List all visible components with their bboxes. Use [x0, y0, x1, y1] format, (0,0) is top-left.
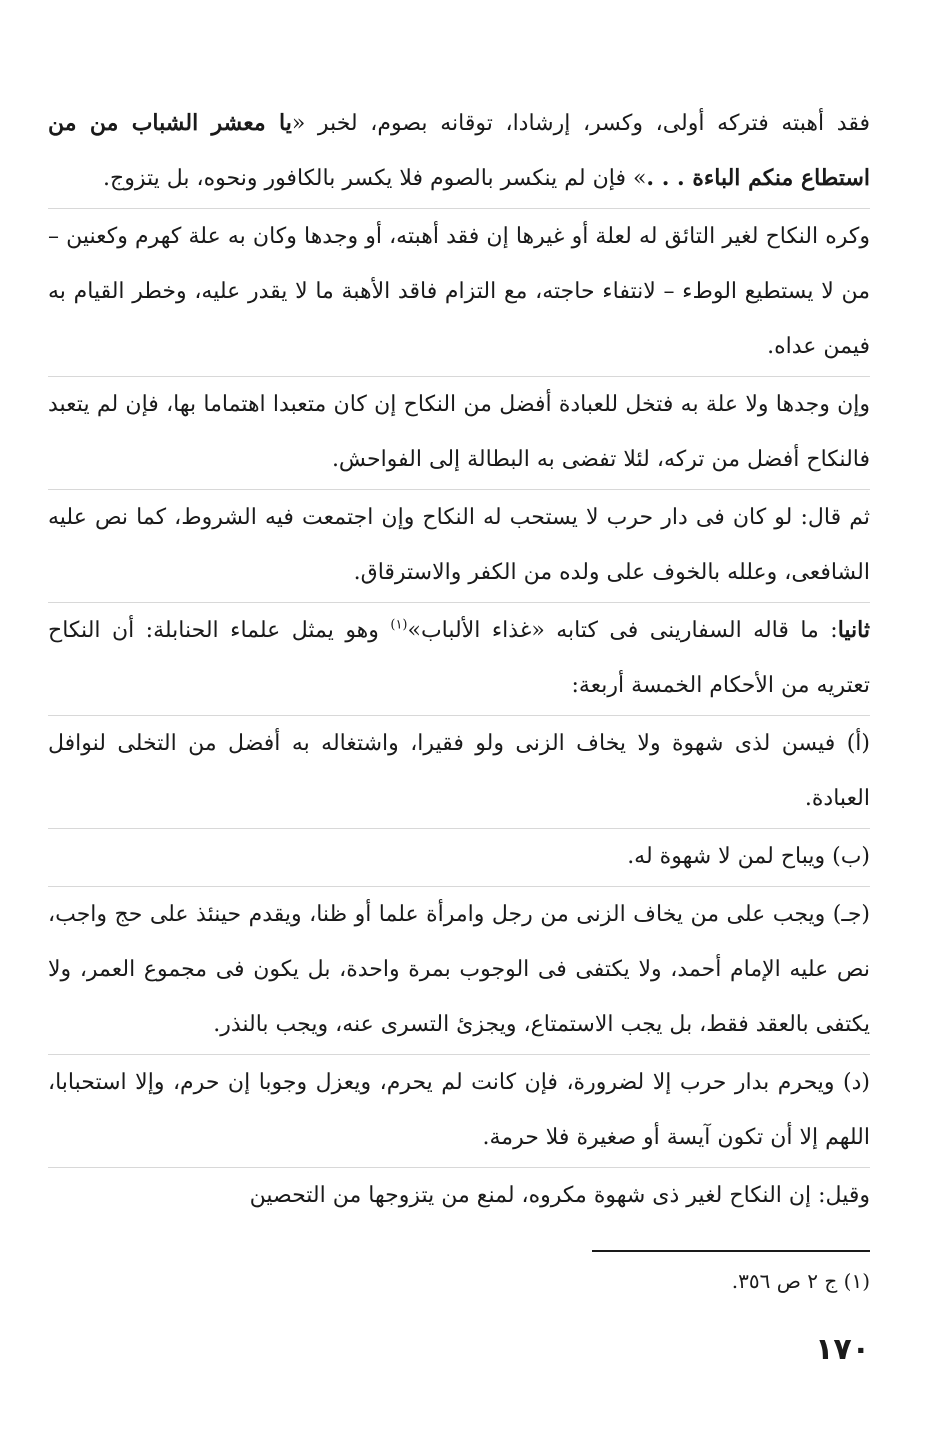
paragraph-1-text-c: » فإن لم ينكسر بالصوم فلا يكسر بالكافور ونحوه، بل يتزوج. — [103, 166, 647, 191]
hadith-quote: يا معشر الشباب من من استطاع منكم الباءة . . . — [48, 110, 870, 191]
paragraph-10: وقيل: إن النكاح لغير ذى شهوة مكروه، لمنع من يتزوجها من التحصين — [48, 1167, 870, 1223]
paragraph-4: ثم قال: لو كان فى دار حرب لا يستحب له النكاح وإن اجتمعت فيه الشروط، كما نص عليه الشافعى، وعلله بالخوف على ولده من الكفر والاسترقاق. — [48, 489, 870, 600]
paragraph-8: (جـ) ويجب على من يخاف الزنى من رجل وامرأة علما أو ظنا، ويقدم حينئذ على حج واجب، نص عليه الإمام أحمد، ولا يكتفى فى الوجوب بمرة واحدة، بل يكون فى مجموع العمر، ولا يكتفى بالعقد فقط، بل يجب الاستمتاع، ويجزئ التسرى عنه، ويجب بالنذر. — [48, 886, 870, 1052]
paragraph-5 — [48, 602, 870, 713]
paragraph-7: (ب) ويباح لمن لا شهوة له. — [48, 828, 870, 884]
paragraph-5-text-a: : ما قاله السفارينى فى كتابه «غذاء الألباب» — [407, 618, 838, 643]
page-body — [48, 96, 870, 1225]
paragraph-2: وكره النكاح لغير التائق له لعلة أو غيرها إن فقد أهبته، أو وجدها وكان به علة كهرم وكعنين – من لا يستطيع الوطء – لانتفاء حاجته، مع التزام فاقد الأهبة ما لا يقدر عليه، وخطر القيام به فيمن عداه. — [48, 208, 870, 374]
paragraph-5-text-b: وهو يمثل علماء الحنابلة: أن النكاح تعتريه من الأحكام الخمسة أربعة: — [48, 618, 870, 698]
footnote-reference: (١) — [390, 617, 408, 633]
paragraph-3: وإن وجدها ولا علة به فتخل للعبادة أفضل من النكاح إن كان متعبدا اهتماما بها، فإن لم يتعبد فالنكاح أفضل من تركه، لئلا تفضى به البطالة إلى الفواحش. — [48, 376, 870, 487]
paragraph-9: (د) ويحرم بدار حرب إلا لضرورة، فإن كانت لم يحرم، ويعزل وجوبا إن حرم، وإلا استحبابا، اللهم إلا أن تكون آيسة أو صغيرة فلا حرمة. — [48, 1054, 870, 1165]
paragraph-6: (أ) فيسن لذى شهوة ولا يخاف الزنى ولو فقيرا، واشتغاله به أفضل من التخلى لنوافل العبادة. — [48, 715, 870, 826]
paragraph-1-text-a: فقد أهبته فتركه أولى، وكسر، إرشادا، توقانه بصوم، لخبر « — [291, 111, 870, 136]
page-number: ١٧٠ — [815, 1332, 870, 1367]
paragraph-1 — [48, 96, 870, 206]
paragraph-5-lead: ثانيا — [837, 617, 870, 643]
footnote-divider — [592, 1250, 870, 1252]
footnote: (١) ج ٢ ص ٣٥٦. — [731, 1269, 870, 1293]
